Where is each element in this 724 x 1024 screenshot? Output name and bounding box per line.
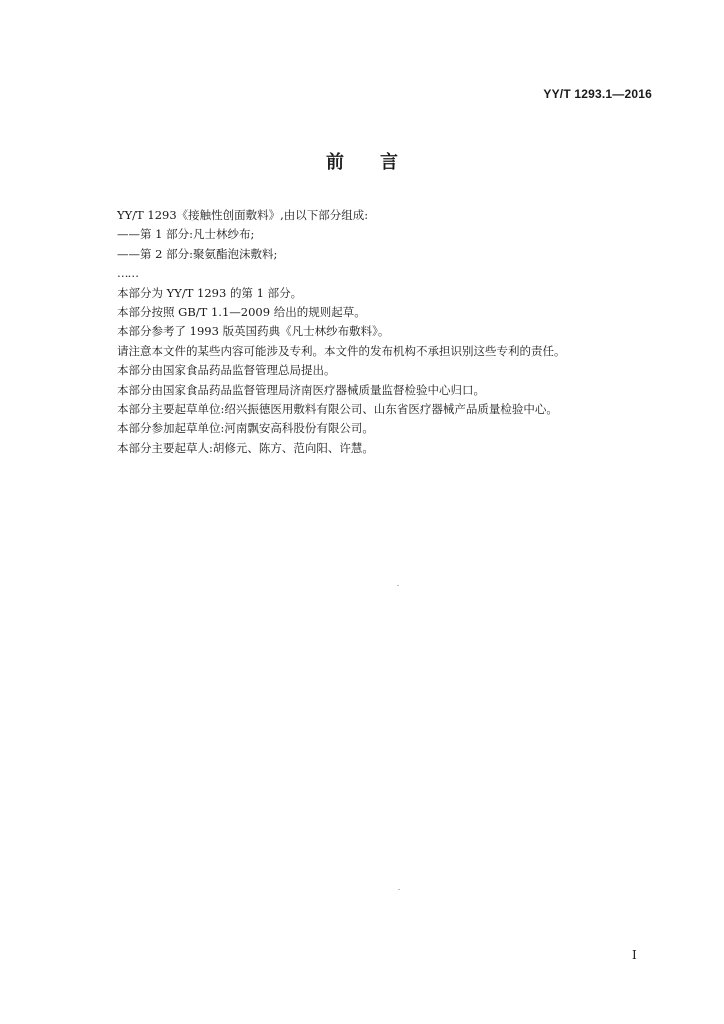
text-line: YY/T 1293《接触性创面敷料》,由以下部分组成:: [117, 208, 369, 222]
foreword-body: [117, 206, 637, 458]
text-line: 本部分主要起草单位:绍兴振德医用敷料有限公司、山东省医疗器械产品质量检验中心。: [117, 402, 558, 417]
standard-code: YY/T 1293.1—2016: [543, 87, 652, 101]
page-title-char-1: 前: [326, 152, 344, 173]
text-line: 本部分按照 GB/T 1.1—2009 给出的规则起草。: [117, 305, 366, 320]
page-title: [0, 148, 724, 174]
text-line-ellipsis: ……: [117, 266, 138, 281]
text-line: 本部分参考了 1993 版英国药典《凡士林纱布敷料》。: [117, 324, 390, 339]
text-line: 请注意本文件的某些内容可能涉及专利。本文件的发布机构不承担识别这些专利的责任。: [117, 343, 566, 358]
text-line: 本部分参加起草单位:河南飘安高科股份有限公司。: [117, 421, 374, 436]
page-number: I: [632, 948, 637, 962]
text-line: ——第 2 部分:聚氨酯泡沫敷料;: [117, 246, 278, 261]
text-line: ——第 1 部分:凡士林纱布;: [117, 227, 255, 242]
text-line: 本部分由国家食品药品监督管理局济南医疗器械质量监督检验中心归口。: [117, 382, 485, 397]
text-line: 本部分主要起草人:胡修元、陈方、范向阳、许慧。: [117, 440, 374, 455]
scan-artifact: [397, 585, 399, 586]
text-line: 本部分为 YY/T 1293 的第 1 部分。: [117, 285, 303, 300]
page-title-char-2: 言: [380, 152, 398, 173]
text-line: 本部分由国家食品药品监督管理总局提出。: [117, 363, 336, 378]
scan-artifact: [398, 889, 400, 890]
